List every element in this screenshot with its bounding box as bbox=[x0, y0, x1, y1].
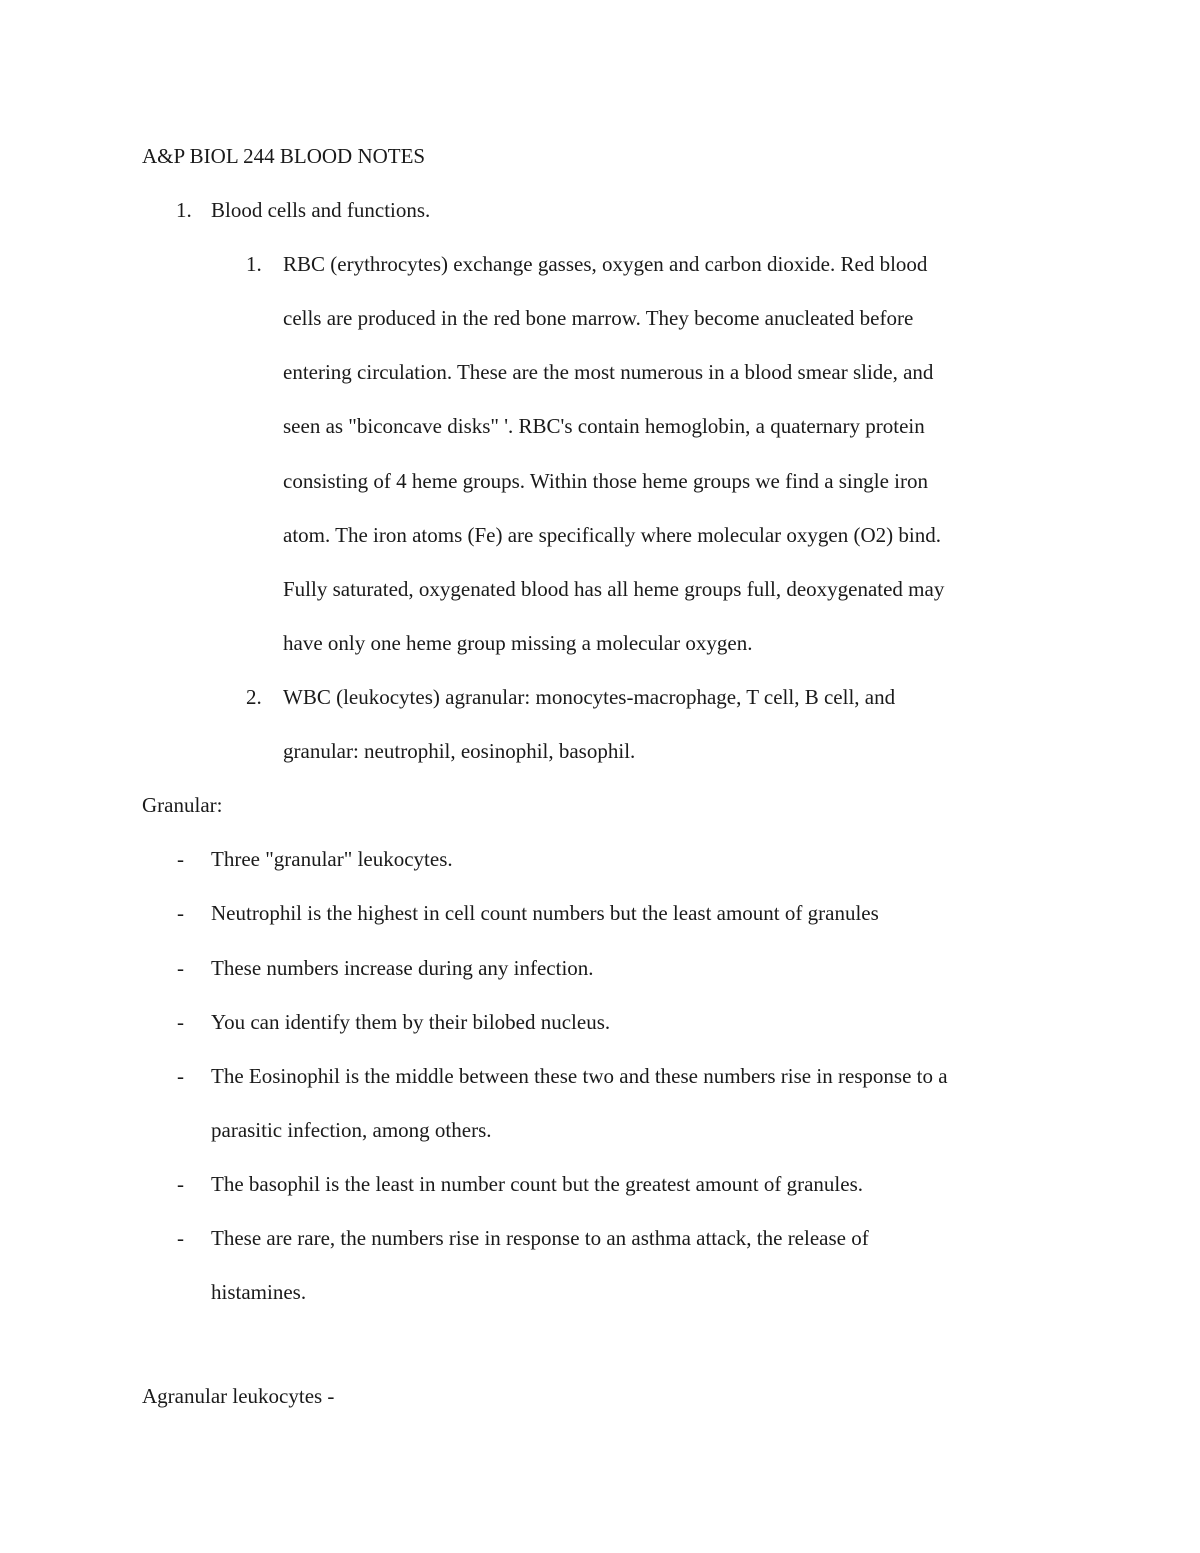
document-title: A&P BIOL 244 BLOOD NOTES bbox=[142, 144, 426, 168]
wbc-line: granular: neutrophil, eosinophil, basophil. bbox=[283, 739, 636, 763]
rbc-line: cells are produced in the red bone marrow. They become anucleated before bbox=[283, 306, 914, 330]
granular-item: These numbers increase during any infection. bbox=[211, 956, 594, 980]
bullet-dash: - bbox=[177, 1172, 184, 1196]
granular-item: You can identify them by their bilobed nucleus. bbox=[211, 1010, 611, 1034]
bullet-dash: - bbox=[177, 901, 184, 925]
rbc-line: have only one heme group missing a molecular oxygen. bbox=[283, 631, 753, 655]
granular-item: The Eosinophil is the middle between these two and these numbers rise in response to a bbox=[211, 1064, 948, 1088]
section-number: 1. bbox=[176, 198, 192, 222]
bullet-dash: - bbox=[177, 847, 184, 871]
rbc-line: Fully saturated, oxygenated blood has all heme groups full, deoxygenated may bbox=[283, 577, 945, 601]
agranular-heading: Agranular leukocytes - bbox=[142, 1384, 335, 1408]
rbc-line: entering circulation. These are the most numerous in a blood smear slide, and bbox=[283, 360, 934, 384]
wbc-line: WBC (leukocytes) agranular: monocytes-macrophage, T cell, B cell, and bbox=[283, 685, 896, 709]
granular-item: Neutrophil is the highest in cell count numbers but the least amount of granules bbox=[211, 901, 879, 925]
rbc-line: seen as "biconcave disks" '. RBC's contain hemoglobin, a quaternary protein bbox=[283, 414, 925, 438]
bullet-dash: - bbox=[177, 1064, 184, 1088]
bullet-dash: - bbox=[177, 956, 184, 980]
granular-heading: Granular: bbox=[142, 793, 223, 817]
rbc-line: atom. The iron atoms (Fe) are specifically where molecular oxygen (O2) bind. bbox=[283, 523, 941, 547]
wbc-number: 2. bbox=[246, 685, 262, 709]
granular-item-continuation: histamines. bbox=[211, 1280, 307, 1304]
granular-item: Three "granular" leukocytes. bbox=[211, 847, 453, 871]
rbc-line: RBC (erythrocytes) exchange gasses, oxygen and carbon dioxide. Red blood bbox=[283, 252, 928, 276]
rbc-number: 1. bbox=[246, 252, 262, 276]
rbc-line: consisting of 4 heme groups. Within those heme groups we find a single iron bbox=[283, 469, 929, 493]
granular-item: The basophil is the least in number count but the greatest amount of granules. bbox=[211, 1172, 864, 1196]
bullet-dash: - bbox=[177, 1226, 184, 1250]
section-heading: Blood cells and functions. bbox=[211, 198, 431, 222]
bullet-dash: - bbox=[177, 1010, 184, 1034]
granular-item-continuation: parasitic infection, among others. bbox=[211, 1118, 492, 1142]
granular-item: These are rare, the numbers rise in response to an asthma attack, the release of bbox=[211, 1226, 869, 1250]
